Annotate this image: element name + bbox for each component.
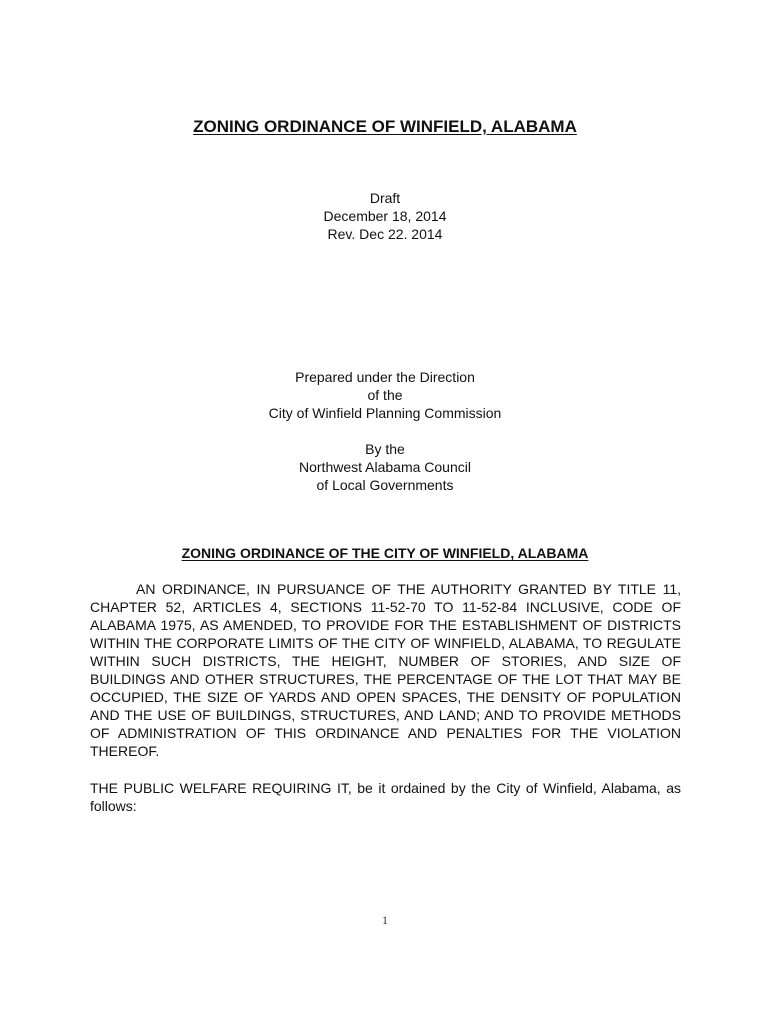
draft-date: December 18, 2014 bbox=[323, 208, 447, 224]
ordinance-subtitle: ZONING ORDINANCE OF THE CITY OF WINFIELD, ALABAMA bbox=[181, 545, 589, 561]
by-line-1: By the bbox=[365, 441, 405, 457]
revision-date: Rev. Dec 22. 2014 bbox=[327, 226, 443, 242]
draft-label: Draft bbox=[369, 190, 401, 206]
ordinance-preamble-paragraph: AN ORDINANCE, IN PURSUANCE OF THE AUTHORITY GRANTED BY TITLE 11, CHAPTER 52, ARTICLES 4, SECTIONS 11-52-70 TO 11-52-84 INCLUSIVE, CODE OF ALABAMA 1975, AS AMENDED, TO PROVIDE FOR THE ESTABLISHMENT OF DISTRICTS WITHIN THE CORPORATE LIMITS OF THE CITY OF WINFIELD, ALABAMA, TO REGULATE WITHIN SUCH DISTRICTS, THE HEIGHT, NUMBER OF STORIES, AND SIZE OF BUILDINGS AND OTHER STRUCTURES, THE PERCENTAGE OF THE LOT THAT MAY BE OCCUPIED, THE SIZE OF YARDS AND OPEN SPACES, THE DENSITY OF POPULATION AND THE USE OF BUILDINGS, STRUCTURES, AND LAND; AND TO PROVIDE METHODS OF ADMINISTRATION OF THIS ORDINANCE AND PENALTIES FOR THE VIOLATION THEREOF. bbox=[90, 581, 681, 759]
enactment-paragraph: THE PUBLIC WELFARE REQUIRING IT, be it ordained by the City of Winfield, Alabama, as follows: bbox=[90, 780, 681, 814]
prepared-line-2: of the bbox=[367, 387, 403, 403]
prepared-by-block bbox=[0, 440, 770, 494]
by-line-3: of Local Governments bbox=[316, 477, 454, 493]
document-title: ZONING ORDINANCE OF WINFIELD, ALABAMA bbox=[193, 117, 577, 136]
prepared-line-1: Prepared under the Direction bbox=[295, 369, 475, 385]
prepared-under-block bbox=[0, 368, 770, 422]
prepared-line-3: City of Winfield Planning Commission bbox=[268, 405, 502, 421]
page-number: 1 bbox=[382, 913, 388, 927]
draft-info-block bbox=[0, 189, 770, 243]
by-line-2: Northwest Alabama Council bbox=[299, 459, 471, 475]
